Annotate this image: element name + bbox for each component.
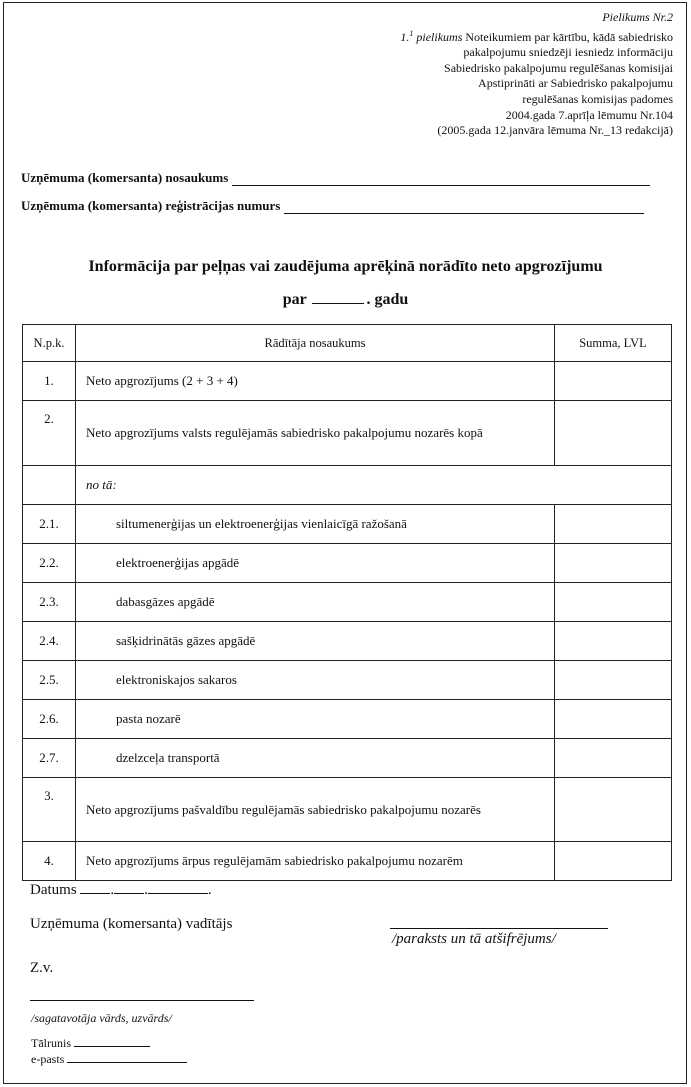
table-row	[23, 778, 672, 842]
turnover-table	[22, 324, 672, 881]
table-row	[23, 544, 672, 583]
header-line-3: pakalpojumu sniedzēji iesniedz informāciju	[463, 45, 673, 60]
email-blank[interactable]	[67, 1062, 187, 1063]
table-row	[23, 505, 672, 544]
date-day-blank[interactable]	[80, 893, 110, 894]
header-line-7: 2004.gada 7.aprīļa lēmumu Nr.104	[505, 107, 673, 122]
row-name: dzelzceļa transportā	[76, 739, 555, 778]
header-npk: N.p.k.	[23, 325, 76, 362]
row-sum-cell[interactable]	[555, 544, 672, 583]
signature-caption: /paraksts un tā atšifrējums/	[392, 931, 556, 947]
company-reg-label: Uzņēmuma (komersanta) reģistrācijas numurs	[21, 198, 281, 213]
table-row	[23, 739, 672, 778]
row-number: 2.1.	[23, 505, 76, 544]
row-number	[23, 466, 76, 505]
email-field[interactable]: e-pasts	[31, 1052, 187, 1067]
row-sum-cell[interactable]	[555, 401, 672, 466]
row-name: pasta nozarē	[76, 700, 555, 739]
row-name: dabasgāzes apgādē	[76, 583, 555, 622]
manager-label: Uzņēmuma (komersanta) vadītājs	[30, 916, 233, 932]
row-number: 2.7.	[23, 739, 76, 778]
preparer-name-line[interactable]	[30, 1000, 254, 1001]
row-number: 2.3.	[23, 583, 76, 622]
row-name: Neto apgrozījums pašvaldību regulējamās sabiedrisko pakalpojumu nozarēs	[76, 778, 555, 842]
header-line-6: regulēšanas komisijas padomes	[522, 91, 673, 106]
company-reg-line[interactable]	[284, 202, 644, 214]
row-number: 2.	[23, 401, 76, 466]
row-sum-cell[interactable]	[555, 583, 672, 622]
row-number: 4.	[23, 842, 76, 881]
table-row	[23, 842, 672, 881]
header-line-2: 1.$^1$ pielikums Noteikumiem par kārtību, kādā sabiedrisko	[400, 28, 673, 44]
table-row	[23, 622, 672, 661]
preparer-caption: /sagatavotāja vārds, uzvārds/	[31, 1011, 172, 1025]
phone-blank[interactable]	[74, 1046, 150, 1047]
year-blank[interactable]	[312, 290, 364, 304]
table-row	[23, 466, 672, 505]
row-sum-cell[interactable]	[555, 842, 672, 881]
stamp-place: Z.v.	[30, 960, 54, 976]
table-row	[23, 700, 672, 739]
form-year-line: par . gadu	[282, 291, 409, 308]
row-sum-cell[interactable]	[555, 700, 672, 739]
appendix-number: Pielikums Nr.2	[602, 10, 673, 24]
phone-field[interactable]: Tālrunis	[31, 1036, 150, 1051]
row-name: elektroenerģijas apgādē	[76, 544, 555, 583]
row-sum-cell[interactable]	[555, 505, 672, 544]
manager-signature-line[interactable]	[390, 928, 608, 929]
table-row	[23, 661, 672, 700]
row-number: 2.5.	[23, 661, 76, 700]
row-number: 2.2.	[23, 544, 76, 583]
row-sum-cell[interactable]	[555, 739, 672, 778]
row-number: 1.	[23, 362, 76, 401]
table-row	[23, 401, 672, 466]
table-row	[23, 583, 672, 622]
row-name: sašķidrinātās gāzes apgādē	[76, 622, 555, 661]
row-name: elektroniskajos sakaros	[76, 661, 555, 700]
table-row	[23, 362, 672, 401]
row-sum-cell[interactable]	[555, 661, 672, 700]
header-line-4: Sabiedrisko pakalpojumu regulēšanas komisijai	[444, 60, 673, 75]
row-name: siltumenerģijas un elektroenerģijas vienlaicīgā ražošanā	[76, 505, 555, 544]
company-name-field[interactable]	[21, 170, 650, 186]
table-header-row	[23, 325, 672, 362]
row-name: Neto apgrozījums valsts regulējamās sabiedrisko pakalpojumu nozarēs kopā	[76, 401, 555, 466]
header-line-5: Apstiprināti ar Sabiedrisko pakalpojumu	[478, 76, 673, 91]
row-number: 3.	[23, 778, 76, 842]
date-month-blank[interactable]	[114, 893, 144, 894]
form-title: Informācija par peļņas vai zaudējuma aprēķinā norādīto neto apgrozījumu	[88, 258, 603, 275]
company-name-line[interactable]	[232, 174, 650, 186]
header-line-8: (2005.gada 12.janvāra lēmuma Nr._13 redakcijā)	[437, 123, 673, 138]
date-field[interactable]: Datums . . .	[30, 882, 212, 898]
row-sum-cell[interactable]	[555, 778, 672, 842]
row-sum-cell[interactable]	[555, 622, 672, 661]
row-name: Neto apgrozījums (2 + 3 + 4)	[76, 362, 555, 401]
company-reg-field[interactable]	[21, 198, 644, 214]
row-name: Neto apgrozījums ārpus regulējamām sabiedrisko pakalpojumu nozarēm	[76, 842, 555, 881]
date-year-blank[interactable]	[148, 893, 208, 894]
row-sum-cell[interactable]	[555, 362, 672, 401]
header-name: Rādītāja nosaukums	[76, 325, 555, 362]
document-header	[400, 10, 673, 139]
company-name-label: Uzņēmuma (komersanta) nosaukums	[21, 170, 229, 185]
row-number: 2.4.	[23, 622, 76, 661]
header-sum: Summa, LVL	[555, 325, 672, 362]
row-number: 2.6.	[23, 700, 76, 739]
row-name: no tā:	[76, 466, 672, 505]
